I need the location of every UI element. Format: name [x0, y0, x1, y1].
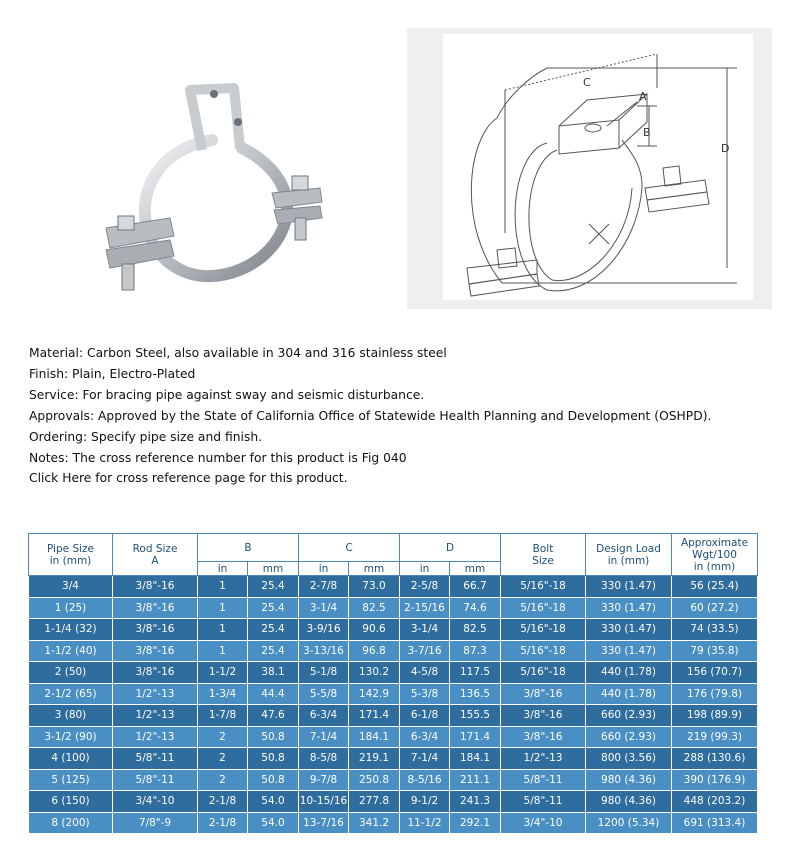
- table-cell: 3-1/4: [299, 597, 349, 619]
- table-cell: 211.1: [450, 769, 501, 791]
- table-cell: 171.4: [349, 705, 400, 727]
- table-cell: 25.4: [248, 619, 299, 641]
- table-cell: 11-1/2: [400, 812, 450, 834]
- table-cell: 1: [198, 597, 248, 619]
- header-c: C: [299, 534, 400, 562]
- diagram-label-c: C: [583, 76, 591, 89]
- table-cell: 660 (2.93): [586, 705, 672, 727]
- header-rod-size: Rod Size A: [113, 534, 198, 576]
- table-row: [29, 769, 758, 791]
- product-photo: [92, 78, 332, 310]
- table-cell: 8-5/8: [299, 748, 349, 770]
- table-cell: 5/8"-11: [113, 748, 198, 770]
- table-cell: 330 (1.47): [586, 619, 672, 641]
- header-b-mm: mm: [248, 562, 299, 576]
- table-cell: 60 (27.2): [672, 597, 758, 619]
- table-cell: 2-7/8: [299, 576, 349, 598]
- table-cell: 54.0: [248, 812, 299, 834]
- table-cell: 980 (4.36): [586, 791, 672, 813]
- table-cell: 250.8: [349, 769, 400, 791]
- table-cell: 5-3/8: [400, 683, 450, 705]
- table-row: [29, 640, 758, 662]
- notes-line: Notes: The cross reference number for this product is Fig 040: [29, 450, 407, 465]
- table-cell: 3-7/16: [400, 640, 450, 662]
- table-cell: 2-1/8: [198, 812, 248, 834]
- table-cell: 5/8"-11: [113, 769, 198, 791]
- table-cell: 176 (79.8): [672, 683, 758, 705]
- table-cell: 155.5: [450, 705, 501, 727]
- header-weight: Approximate Wgt/100 in (mm): [672, 534, 758, 576]
- table-cell: 2-1/2 (65): [29, 683, 113, 705]
- table-cell: 3-1/4: [400, 619, 450, 641]
- diagram-label-b: B: [643, 126, 651, 139]
- table-cell: 5/16"-18: [501, 619, 586, 641]
- table-cell: 13-7/16: [299, 812, 349, 834]
- table-cell: 4 (100): [29, 748, 113, 770]
- cross-reference-link[interactable]: Click Here for cross reference page for this product.: [29, 471, 348, 486]
- table-cell: 3-9/16: [299, 619, 349, 641]
- table-cell: 7-1/4: [299, 726, 349, 748]
- table-cell: 6-1/8: [400, 705, 450, 727]
- table-cell: 171.4: [450, 726, 501, 748]
- table-cell: 390 (176.9): [672, 769, 758, 791]
- table-cell: 3/8"-16: [501, 726, 586, 748]
- table-row: [29, 812, 758, 834]
- table-cell: 2: [198, 726, 248, 748]
- table-row: [29, 662, 758, 684]
- table-cell: 3/8"-16: [501, 705, 586, 727]
- table-cell: 44.4: [248, 683, 299, 705]
- table-cell: 7-1/4: [400, 748, 450, 770]
- table-cell: 3 (80): [29, 705, 113, 727]
- diagram-label-a: A: [639, 90, 647, 103]
- table-cell: 288 (130.6): [672, 748, 758, 770]
- table-cell: 3/8"-16: [113, 576, 198, 598]
- table-cell: 330 (1.47): [586, 597, 672, 619]
- table-cell: 6 (150): [29, 791, 113, 813]
- table-cell: 9-1/2: [400, 791, 450, 813]
- header-d-in: in: [400, 562, 450, 576]
- table-cell: 3-13/16: [299, 640, 349, 662]
- table-cell: 1: [198, 619, 248, 641]
- table-cell: 330 (1.47): [586, 576, 672, 598]
- table-cell: 184.1: [349, 726, 400, 748]
- table-cell: 1: [198, 576, 248, 598]
- table-cell: 3/4"-10: [501, 812, 586, 834]
- table-cell: 800 (3.56): [586, 748, 672, 770]
- table-cell: 66.7: [450, 576, 501, 598]
- header-c-mm: mm: [349, 562, 400, 576]
- table-row: [29, 619, 758, 641]
- table-cell: 1200 (5.34): [586, 812, 672, 834]
- header-b: B: [198, 534, 299, 562]
- table-cell: 7/8"-9: [113, 812, 198, 834]
- table-cell: 5-1/8: [299, 662, 349, 684]
- header-bolt-size: Bolt Size: [501, 534, 586, 576]
- service-line: Service: For bracing pipe against sway and seismic disturbance.: [29, 387, 425, 402]
- table-cell: 8 (200): [29, 812, 113, 834]
- table-cell: 440 (1.78): [586, 662, 672, 684]
- approvals-line: Approvals: Approved by the State of California Office of Statewide Health Planning and Development (OSHPD).: [29, 408, 712, 423]
- table-cell: 277.8: [349, 791, 400, 813]
- table-cell: 82.5: [349, 597, 400, 619]
- table-cell: 1/2"-13: [113, 705, 198, 727]
- table-cell: 25.4: [248, 576, 299, 598]
- header-pipe-size: Pipe Size in (mm): [29, 534, 113, 576]
- header-design-load: Design Load in (mm): [586, 534, 672, 576]
- table-cell: 1 (25): [29, 597, 113, 619]
- table-cell: 2: [198, 769, 248, 791]
- table-cell: 448 (203.2): [672, 791, 758, 813]
- table-cell: 3/8"-16: [113, 640, 198, 662]
- table-cell: 2-1/8: [198, 791, 248, 813]
- table-cell: 2: [198, 748, 248, 770]
- table-cell: 691 (313.4): [672, 812, 758, 834]
- table-cell: 2-15/16: [400, 597, 450, 619]
- table-cell: 3/4"-10: [113, 791, 198, 813]
- table-cell: 660 (2.93): [586, 726, 672, 748]
- table-cell: 1/2"-13: [501, 748, 586, 770]
- table-cell: 90.6: [349, 619, 400, 641]
- table-cell: 96.8: [349, 640, 400, 662]
- table-row: [29, 705, 758, 727]
- table-cell: 2-5/8: [400, 576, 450, 598]
- table-cell: 1-3/4: [198, 683, 248, 705]
- material-line: Material: Carbon Steel, also available in 304 and 316 stainless steel: [29, 346, 447, 360]
- table-cell: 1-1/2 (40): [29, 640, 113, 662]
- table-cell: 74 (33.5): [672, 619, 758, 641]
- header-d: D: [400, 534, 501, 562]
- table-cell: 5/8"-11: [501, 791, 586, 813]
- table-cell: 38.1: [248, 662, 299, 684]
- table-cell: 10-15/16: [299, 791, 349, 813]
- table-cell: 1: [198, 640, 248, 662]
- header-c-in: in: [299, 562, 349, 576]
- table-cell: 219 (99.3): [672, 726, 758, 748]
- table-cell: 3/8"-16: [113, 619, 198, 641]
- cross-reference-line: [29, 468, 711, 489]
- table-cell: 3/8"-16: [501, 683, 586, 705]
- table-cell: 5/16"-18: [501, 662, 586, 684]
- table-cell: 25.4: [248, 597, 299, 619]
- table-cell: 8-5/16: [400, 769, 450, 791]
- diagram-label-d: D: [721, 142, 730, 155]
- table-row: [29, 597, 758, 619]
- table-cell: 6-3/4: [400, 726, 450, 748]
- table-cell: 3-1/2 (90): [29, 726, 113, 748]
- table-cell: 156 (70.7): [672, 662, 758, 684]
- table-cell: 47.6: [248, 705, 299, 727]
- table-cell: 87.3: [450, 640, 501, 662]
- table-cell: 50.8: [248, 726, 299, 748]
- table-cell: 292.1: [450, 812, 501, 834]
- ordering-line: Ordering: Specify pipe size and finish.: [29, 429, 263, 444]
- product-table: [28, 533, 758, 834]
- table-cell: 130.2: [349, 662, 400, 684]
- table-cell: 50.8: [248, 748, 299, 770]
- table-cell: 3/8"-16: [113, 662, 198, 684]
- table-cell: 6-3/4: [299, 705, 349, 727]
- table-cell: 3/8"-16: [113, 597, 198, 619]
- table-cell: 1/2"-13: [113, 726, 198, 748]
- table-cell: 184.1: [450, 748, 501, 770]
- table-cell: 5/16"-18: [501, 576, 586, 598]
- table-cell: 25.4: [248, 640, 299, 662]
- table-cell: 5/16"-18: [501, 640, 586, 662]
- table-cell: 241.3: [450, 791, 501, 813]
- table-cell: 219.1: [349, 748, 400, 770]
- finish-line: Finish: Plain, Electro-Plated: [29, 366, 196, 381]
- table-cell: 1-1/4 (32): [29, 619, 113, 641]
- table-cell: 5/16"-18: [501, 597, 586, 619]
- table-cell: 341.2: [349, 812, 400, 834]
- table-cell: 142.9: [349, 683, 400, 705]
- table-row: [29, 576, 758, 598]
- table-cell: 9-7/8: [299, 769, 349, 791]
- table-cell: 980 (4.36): [586, 769, 672, 791]
- table-cell: 5/8"-11: [501, 769, 586, 791]
- table-cell: 5-5/8: [299, 683, 349, 705]
- table-cell: 3/4: [29, 576, 113, 598]
- table-cell: 1/2"-13: [113, 683, 198, 705]
- table-cell: 1-7/8: [198, 705, 248, 727]
- product-specs: [29, 343, 711, 489]
- table-cell: 79 (35.8): [672, 640, 758, 662]
- table-cell: 198 (89.9): [672, 705, 758, 727]
- table-row: [29, 683, 758, 705]
- table-row: [29, 726, 758, 748]
- table-cell: 440 (1.78): [586, 683, 672, 705]
- table-cell: 117.5: [450, 662, 501, 684]
- table-cell: 73.0: [349, 576, 400, 598]
- table-cell: 136.5: [450, 683, 501, 705]
- table-cell: 330 (1.47): [586, 640, 672, 662]
- table-cell: 4-5/8: [400, 662, 450, 684]
- table-cell: 5 (125): [29, 769, 113, 791]
- table-cell: 74.6: [450, 597, 501, 619]
- table-row: [29, 748, 758, 770]
- table-cell: 50.8: [248, 769, 299, 791]
- dimension-drawing: [407, 28, 772, 309]
- table-cell: 54.0: [248, 791, 299, 813]
- table-row: [29, 791, 758, 813]
- table-cell: 56 (25.4): [672, 576, 758, 598]
- table-cell: 1-1/2: [198, 662, 248, 684]
- header-d-mm: mm: [450, 562, 501, 576]
- table-cell: 82.5: [450, 619, 501, 641]
- table-cell: 2 (50): [29, 662, 113, 684]
- header-b-in: in: [198, 562, 248, 576]
